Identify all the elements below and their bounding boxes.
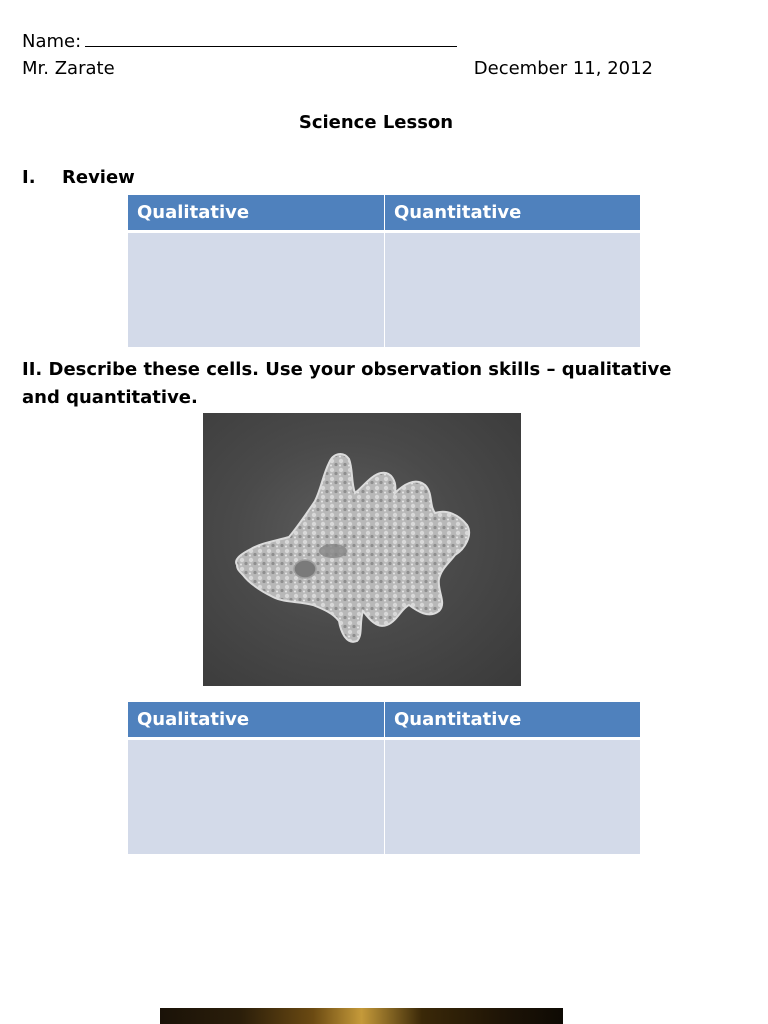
review-table-header-quantitative: Quantitative <box>384 195 640 233</box>
amoeba-illustration <box>203 413 521 686</box>
page-title: Science Lesson <box>298 112 454 133</box>
section-2-heading: II. Describe these cells. Use your observation skills – qualitative and quantitative. <box>22 359 672 408</box>
teacher-name: Mr. Zarate <box>22 58 115 79</box>
table-row <box>128 740 640 854</box>
review-table-header-qualitative: Qualitative <box>128 195 384 233</box>
review-quantitative-cell[interactable] <box>384 233 640 347</box>
amoeba-cell-image <box>203 413 521 686</box>
name-line <box>22 30 457 52</box>
name-blank[interactable] <box>85 30 457 47</box>
cell-table-header-quantitative: Quantitative <box>384 702 640 740</box>
cell-quantitative-cell[interactable] <box>384 740 640 854</box>
section-1-heading <box>22 167 135 188</box>
cell-table-header-qualitative: Qualitative <box>128 702 384 740</box>
review-table <box>128 195 640 347</box>
amoeba-vacuole <box>319 544 347 558</box>
lesson-date: December 11, 2012 <box>473 58 653 79</box>
cell-qualitative-cell[interactable] <box>128 740 384 854</box>
second-cell-image <box>160 1008 563 1024</box>
review-qualitative-cell[interactable] <box>128 233 384 347</box>
table-row <box>128 233 640 347</box>
amoeba-body <box>236 454 469 642</box>
cell-observation-table <box>128 702 640 854</box>
section-1-number: I. <box>22 167 36 188</box>
section-1-title: Review <box>62 167 135 188</box>
amoeba-nucleus <box>294 560 316 578</box>
name-label: Name: <box>22 31 82 52</box>
